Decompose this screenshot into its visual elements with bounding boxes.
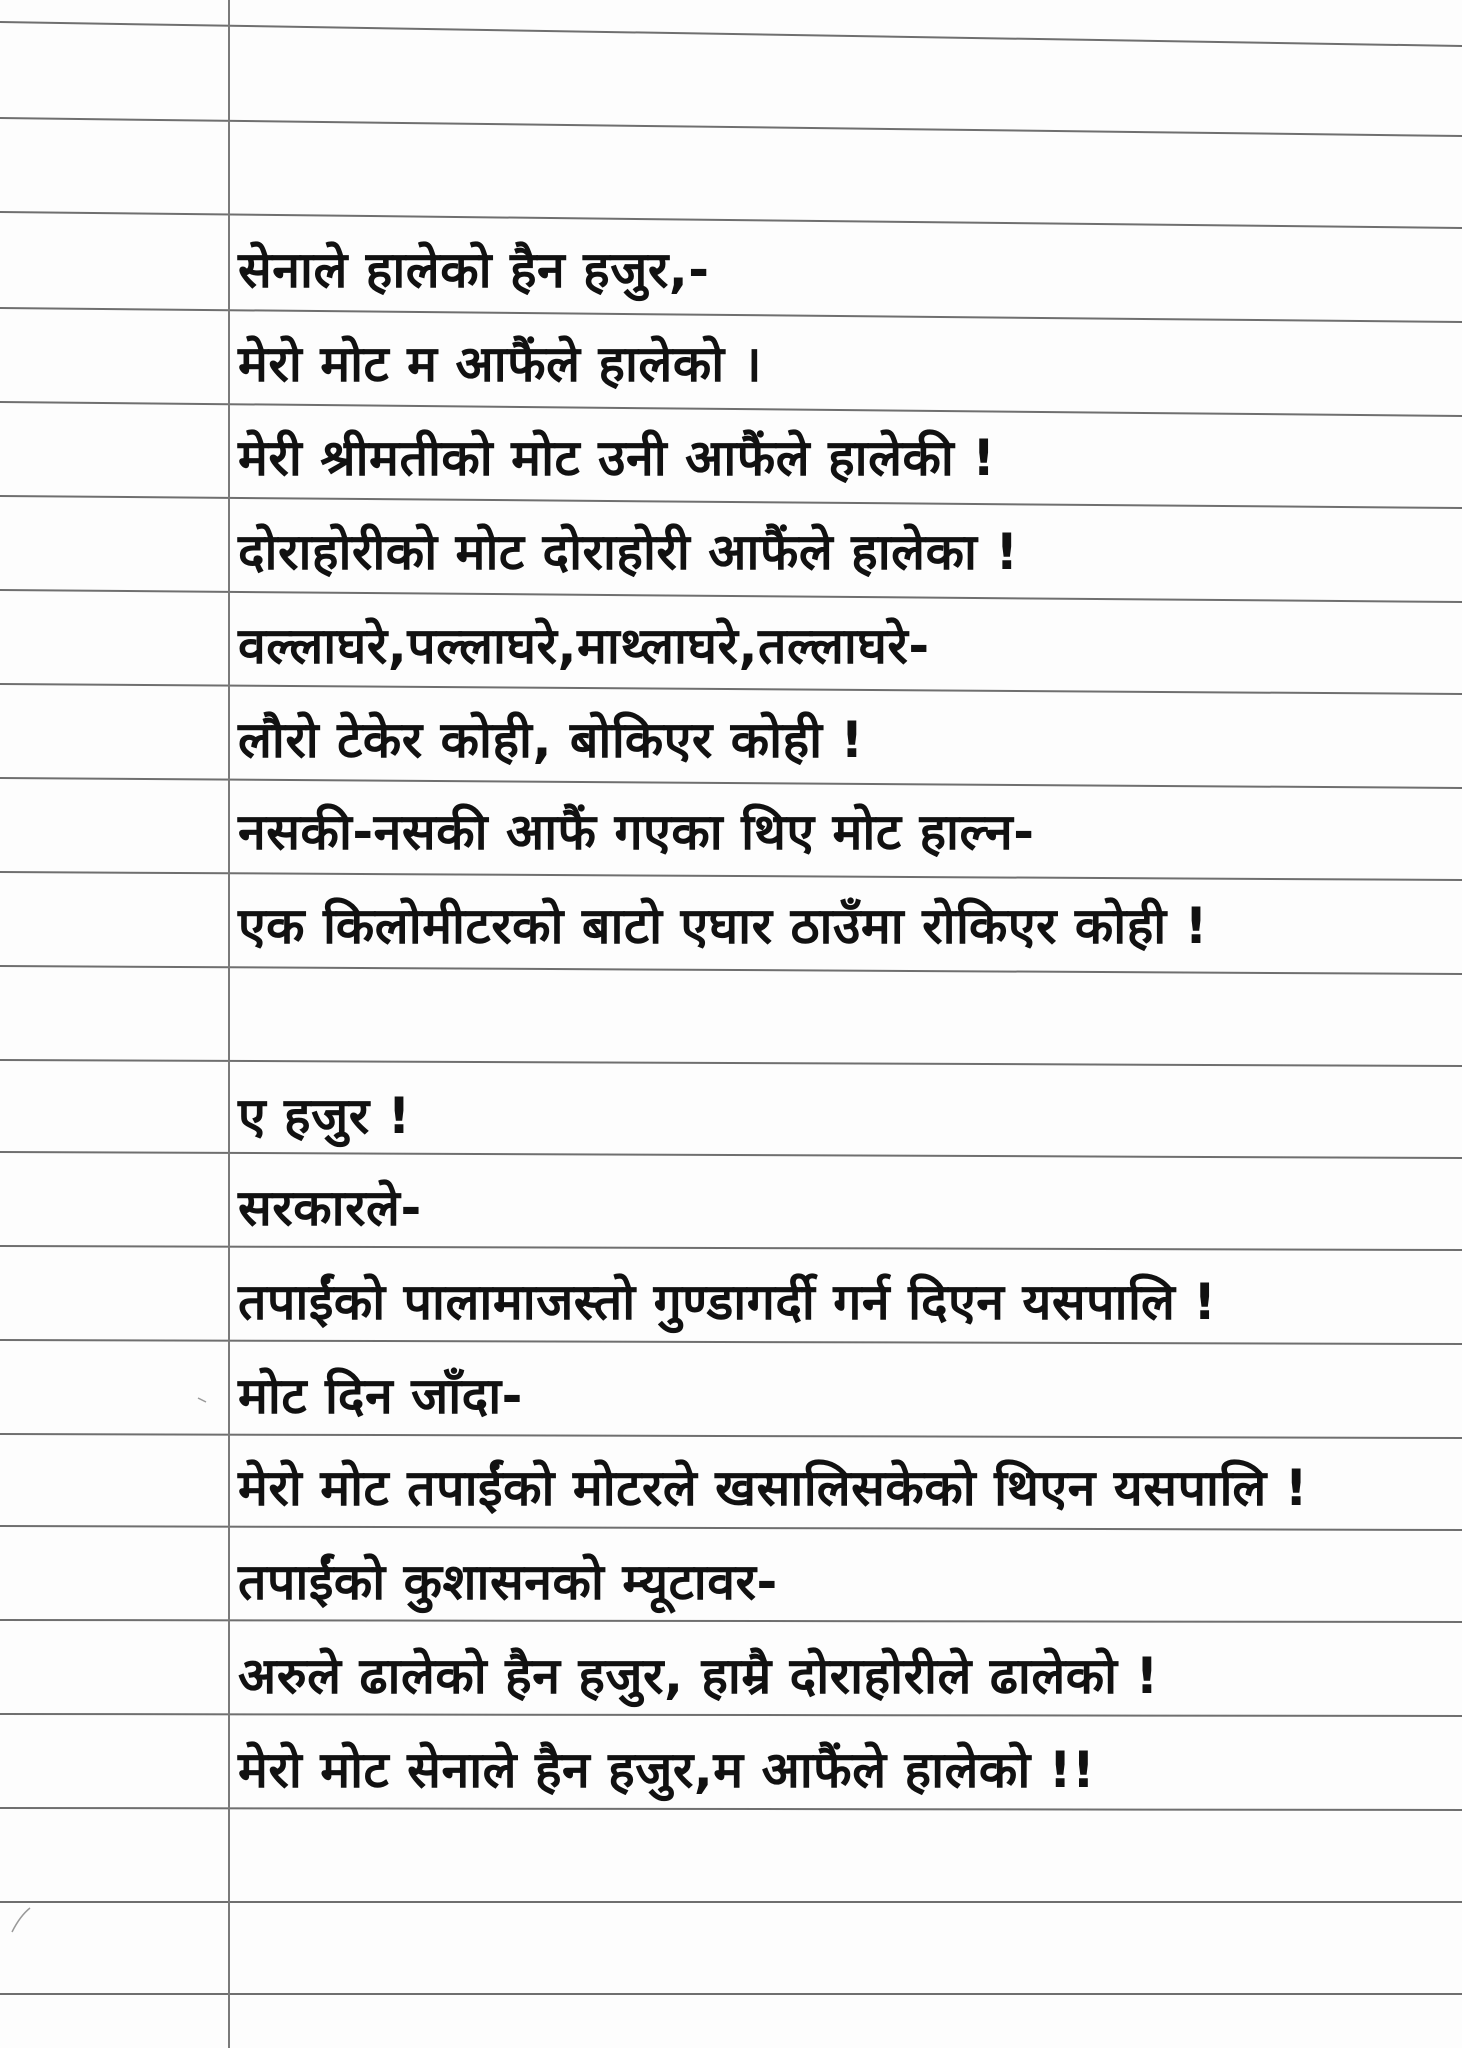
poem-line: लौरो टेकेर कोही, बोकिएर कोही ! [238,711,864,769]
margin-marks [0,0,240,2048]
poem-line: मोट दिन जाँदा- [238,1367,523,1425]
poem-line: मेरी श्रीमतीको मोट उनी आफैंले हालेकी ! [238,429,996,487]
poem-line: मेरो मोट सेनाले हैन हजुर,म आफैंले हालेको !! [238,1741,1096,1799]
poem-line: सरकारले- [238,1179,422,1237]
poem-line: ए हजुर ! [238,1087,411,1145]
poem-line: नसकी-नसकी आफैं गएका थिए मोट हाल्न- [238,803,1035,861]
poem-line: सेनाले हालेको हैन हजुर,- [238,241,710,299]
poem-line: एक किलोमीटरको बाटो एघार ठाउँमा रोकिएर कोही ! [238,897,1208,955]
poem-line: मेरो मोट म आफैंले हालेको । [238,335,763,393]
handwritten-poem [238,0,1438,2048]
poem-line: अरुले ढालेको हैन हजुर, हाम्रै दोराहोरीले ढालेको ! [238,1647,1159,1705]
poem-line: तपाईंको पालामाजस्तो गुण्डागर्दी गर्न दिएन यसपालि ! [238,1273,1217,1331]
poem-line: मेरो मोट तपाईंको मोटरले खसालिसकेको थिएन यसपालि ! [238,1459,1309,1517]
poem-line: वल्लाघरे,पल्लाघरे,माथ्लाघरे,तल्लाघरे- [238,617,930,675]
poem-line: दोराहोरीको मोट दोराहोरी आफैंले हालेका ! [238,523,1019,581]
poem-line: तपाईंको कुशासनको म्यूटावर- [238,1553,778,1611]
